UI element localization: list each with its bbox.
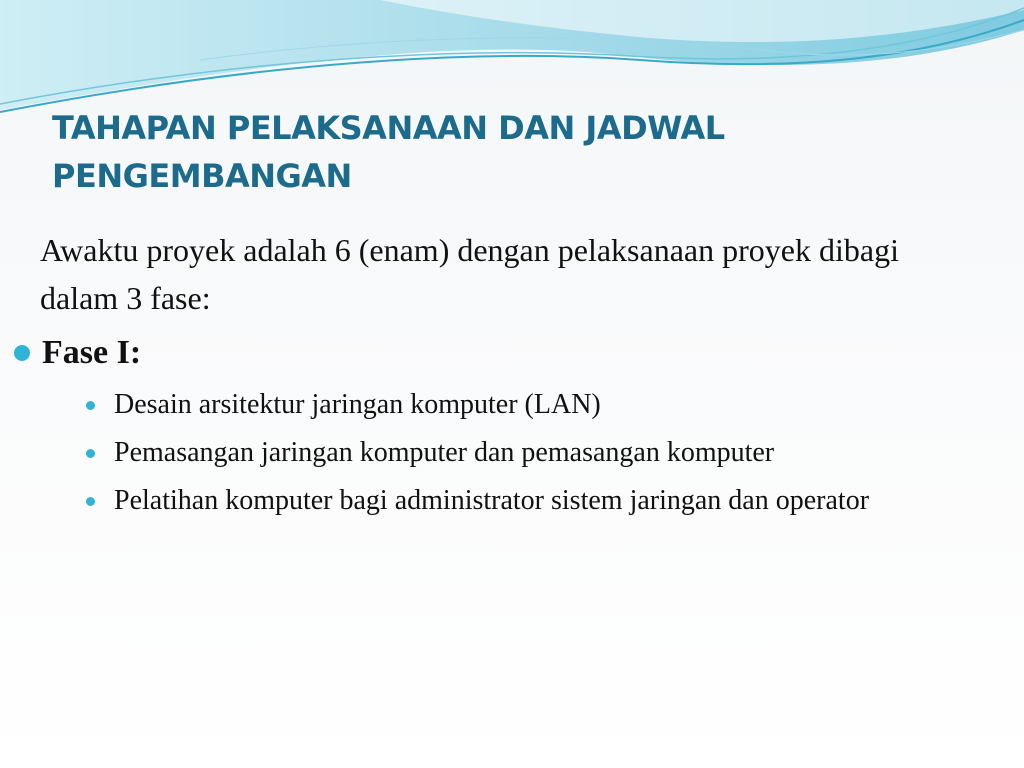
list-item-text: Pelatihan komputer bagi administrator sistem jaringan dan operator xyxy=(114,485,870,516)
list-item xyxy=(86,482,886,520)
intro-text: Awaktu proyek adalah 6 (enam) dengan pelaksanaan proyek dibagi dalam 3 fase: xyxy=(40,232,899,316)
phase-heading xyxy=(14,330,141,376)
phase-items-list xyxy=(86,386,886,530)
bullet-dot-icon xyxy=(86,497,95,506)
list-item xyxy=(86,386,886,424)
bullet-dot-icon xyxy=(86,449,95,458)
bullet-dot-icon xyxy=(86,401,95,410)
list-item-text: Desain arsitektur jaringan komputer (LAN) xyxy=(114,389,601,420)
bullet-dot-icon xyxy=(14,345,30,361)
list-item-text: Pemasangan jaringan komputer dan pemasangan komputer xyxy=(114,437,775,468)
slide-title: TAHAPAN PELAKSANAAN DAN JADWAL PENGEMBANGAN xyxy=(52,109,725,195)
list-item xyxy=(86,434,886,472)
phase-label: Fase I: xyxy=(42,334,142,371)
